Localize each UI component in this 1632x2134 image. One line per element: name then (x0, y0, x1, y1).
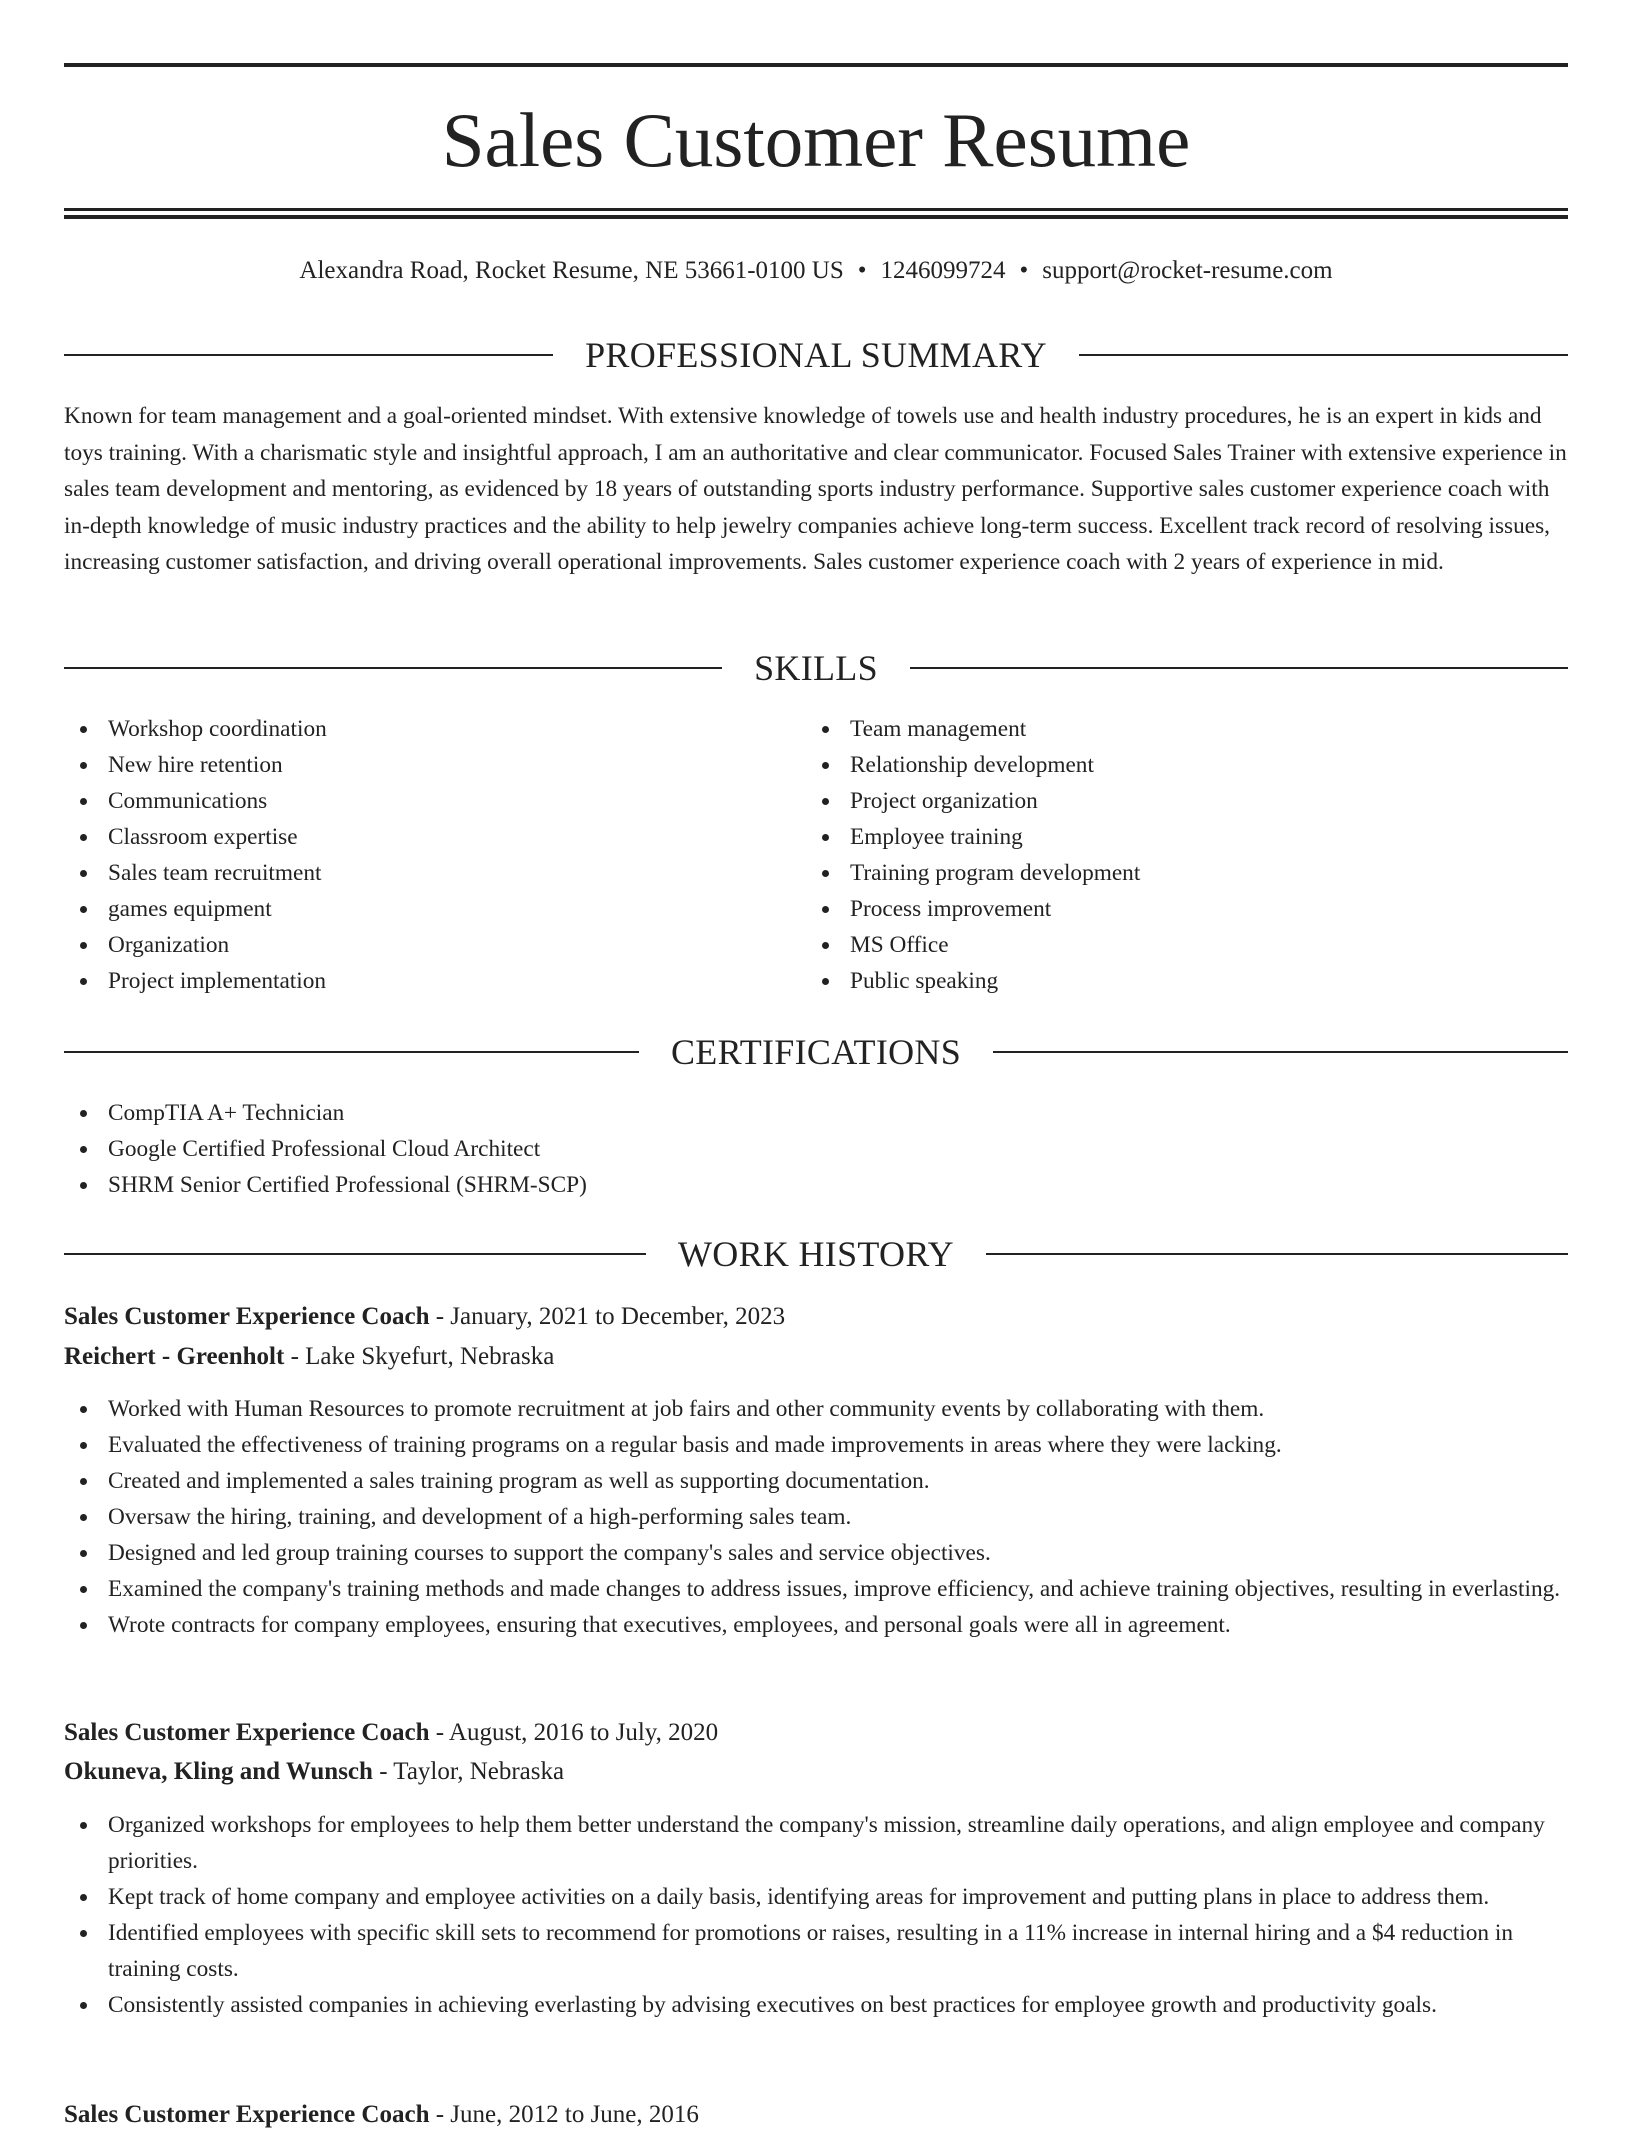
heading-rule (64, 354, 553, 356)
job-title: Sales Customer Experience Coach (64, 2101, 430, 2128)
job-title: Sales Customer Experience Coach (64, 1303, 430, 1330)
job-title-line (64, 1298, 1568, 1336)
job-title-line (64, 1714, 1568, 1752)
work-history-heading: WORK HISTORY (678, 1234, 954, 1274)
skill-item: Process improvement (806, 891, 1546, 927)
skills-heading-row (64, 644, 1568, 692)
top-rule (64, 63, 1568, 67)
job-company: Okuneva, Kling and Wunsch (64, 1758, 373, 1785)
skill-item: Team management (806, 711, 1546, 747)
job-location: - Taylor, Nebraska (372, 1758, 565, 1785)
skill-item: Workshop coordination (64, 711, 804, 747)
job-location: - Lake Skyefurt, Nebraska (284, 1343, 555, 1370)
skill-item: Communications (64, 783, 804, 819)
job-bullet: Wrote contracts for company employees, ensuring that executives, employees, and personal goals were all in agreement. (64, 1607, 1568, 1643)
certifications-heading-row (64, 1028, 1568, 1076)
job-bullet: Kept track of home company and employee activities on a daily basis, identifying areas for improvement and putting plans in place to address them. (64, 1879, 1568, 1915)
skill-item: New hire retention (64, 747, 804, 783)
skill-item: games equipment (64, 891, 804, 927)
skills-heading: SKILLS (754, 648, 878, 688)
job-bullet: Evaluated the effectiveness of training programs on a regular basis and made improvements in areas where they were lacking. (64, 1427, 1568, 1463)
heading-rule (993, 1051, 1568, 1053)
contact-email: support@rocket-resume.com (1042, 257, 1333, 284)
contact-separator: • (857, 257, 867, 284)
skill-item: Classroom expertise (64, 819, 804, 855)
heading-rule (64, 1051, 639, 1053)
summary-text: Known for team management and a goal-oriented mindset. With extensive knowledge of towels use and health industry procedures, he is an expert in kids and toys training. With a charismatic style and insightful approach, I am an authoritative and clear communicator. Focused Sales Trainer with extensive experience in sales team development and mentoring, as evidenced by 18 years of outstanding sports industry performance. Supportive sales customer experience coach with in-depth knowledge of music industry practices and the ability to help jewelry companies achieve long-term success. Excellent track record of resolving issues, increasing customer satisfaction, and driving overall operational improvements. Sales customer experience coach with 2 years of experience in mid. (64, 403, 1567, 575)
certification-item: CompTIA A+ Technician (64, 1095, 1568, 1131)
skills-list-left (64, 711, 804, 999)
job-bullets (64, 1391, 1568, 1643)
certifications-heading: CERTIFICATIONS (670, 1032, 962, 1072)
summary-heading-row (64, 331, 1568, 379)
work-history-heading-row (64, 1230, 1568, 1278)
skill-item: Sales team recruitment (64, 855, 804, 891)
job-company: Reichert - Greenholt (64, 1343, 285, 1370)
contact-phone: 1246099724 (880, 257, 1006, 284)
skill-item: Project implementation (64, 963, 804, 999)
skill-item: Organization (64, 927, 804, 963)
job-bullet: Oversaw the hiring, training, and development of a high-performing sales team. (64, 1499, 1568, 1535)
job-bullet: Consistently assisted companies in achieving everlasting by advising executives on best practices for employee growth and productivity goals. (64, 1987, 1568, 2023)
skill-item: MS Office (806, 927, 1546, 963)
skill-item: Relationship development (806, 747, 1546, 783)
job-bullet: Identified employees with specific skill sets to recommend for promotions or raises, resulting in a 11% increase in internal hiring and a $4 reduction in training costs. (64, 1915, 1568, 1987)
job-dates: - June, 2012 to June, 2016 (429, 2101, 699, 2128)
contact-line (64, 253, 1568, 289)
heading-rule (64, 667, 722, 669)
job-bullet: Designed and led group training courses to support the company's sales and service objectives. (64, 1535, 1568, 1571)
job-title: Sales Customer Experience Coach (64, 1719, 430, 1746)
job-bullet: Worked with Human Resources to promote recruitment at job fairs and other community events by collaborating with them. (64, 1391, 1568, 1427)
heading-rule (986, 1253, 1568, 1255)
summary-heading: PROFESSIONAL SUMMARY (585, 335, 1047, 375)
skill-item: Project organization (806, 783, 1546, 819)
job-bullet: Organized workshops for employees to help them better understand the company's mission, streamline daily operations, and align employee and company priorities. (64, 1807, 1568, 1879)
skill-item: Employee training (806, 819, 1546, 855)
title-rule-lower (64, 215, 1568, 219)
job-bullet: Created and implemented a sales training program as well as supporting documentation. (64, 1463, 1568, 1499)
certifications-list (64, 1095, 1568, 1203)
contact-separator: • (1019, 257, 1029, 284)
skills-list-right (806, 711, 1546, 999)
job-company-line (64, 1753, 1568, 1791)
job-title-line (64, 2096, 1568, 2134)
certification-item: Google Certified Professional Cloud Architect (64, 1131, 1568, 1167)
skill-item: Public speaking (806, 963, 1546, 999)
heading-rule (64, 1253, 646, 1255)
skill-item: Training program development (806, 855, 1546, 891)
job-dates: - August, 2016 to July, 2020 (429, 1719, 719, 1746)
job-bullet: Examined the company's training methods and made changes to address issues, improve efficiency, and achieve training objectives, resulting in everlasting. (64, 1571, 1568, 1607)
contact-address: Alexandra Road, Rocket Resume, NE 53661-0100 US (299, 257, 844, 284)
certification-item: SHRM Senior Certified Professional (SHRM-SCP) (64, 1167, 1568, 1203)
title-rule-upper (64, 208, 1568, 211)
job-dates: - January, 2021 to December, 2023 (429, 1303, 786, 1330)
job-bullets (64, 1807, 1568, 2023)
resume-title: Sales Customer Resume (441, 97, 1191, 183)
job-company-line (64, 1338, 1568, 1376)
heading-rule (910, 667, 1568, 669)
heading-rule (1079, 354, 1568, 356)
